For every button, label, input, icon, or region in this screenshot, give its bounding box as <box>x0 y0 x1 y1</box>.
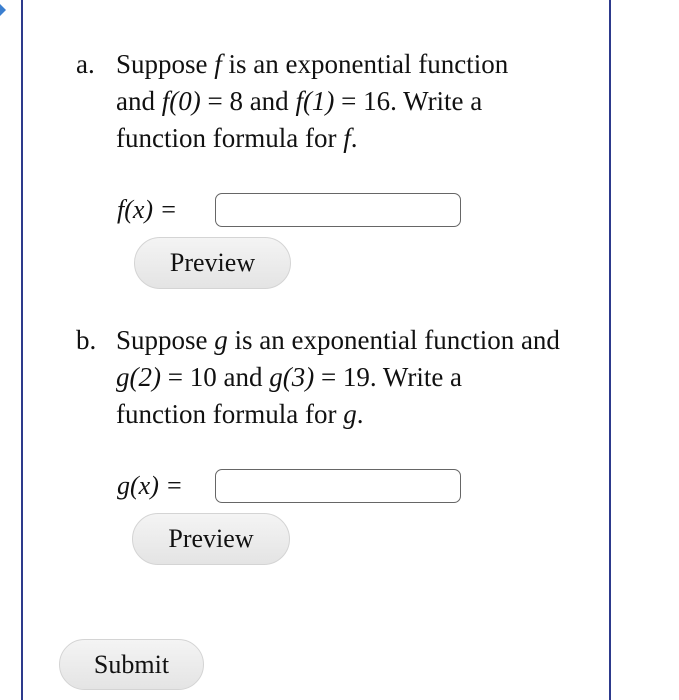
part-b-line-2: g(2) = 10 and g(3) = 19. Write a <box>116 362 463 392</box>
part-b-preview-button[interactable]: Preview <box>132 513 290 565</box>
part-a-line-2: and f(0) = 8 and f(1) = 16. Write a <box>116 86 483 116</box>
edge-arrow-icon <box>0 4 6 16</box>
part-a-line-1: Suppose f is an exponential function <box>116 49 509 79</box>
part-b-letter: b. <box>76 325 97 355</box>
part-b <box>76 322 616 433</box>
part-b-question <box>116 322 616 433</box>
part-b-answer-row <box>117 465 461 507</box>
part-b-line-1: Suppose g is an exponential function and <box>116 325 560 355</box>
part-b-answer-input[interactable] <box>215 469 461 503</box>
submit-button[interactable]: Submit <box>59 639 204 690</box>
part-a-answer-label: f(x) = <box>117 195 178 224</box>
part-a-preview-button[interactable]: Preview <box>134 237 291 289</box>
part-a-line-3: function formula for f. <box>116 123 358 153</box>
part-b-line-3: function formula for g. <box>116 399 364 429</box>
part-b-answer-label: g(x) = <box>117 471 183 500</box>
question-panel <box>21 0 611 700</box>
part-a <box>76 46 616 157</box>
part-a-letter: a. <box>76 49 95 79</box>
part-a-question <box>116 46 616 157</box>
part-a-answer-input[interactable] <box>215 193 461 227</box>
part-a-answer-row <box>117 189 461 231</box>
